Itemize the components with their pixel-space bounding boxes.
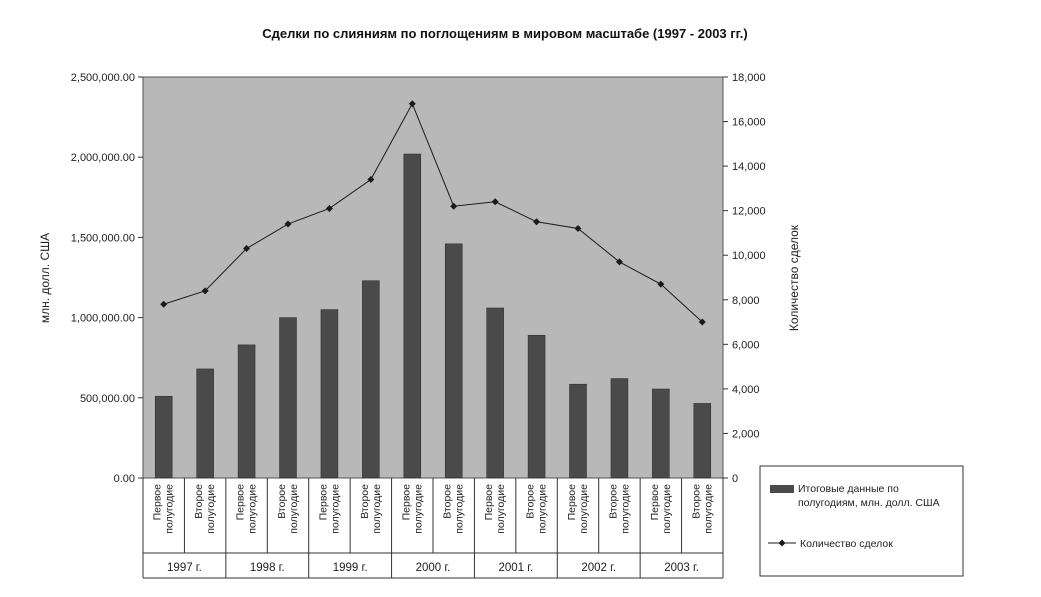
bar xyxy=(445,244,462,478)
year-group-label: 2003 г. xyxy=(664,562,699,574)
y2-tick-label: 18,000 xyxy=(732,72,766,84)
year-group-label: 1999 г. xyxy=(332,562,368,574)
y-tick-label: 500,000.00 xyxy=(79,392,135,405)
bar xyxy=(197,369,214,478)
plot-background xyxy=(143,77,723,478)
y-tick-label: 2,500,000.00 xyxy=(70,72,135,84)
x-tick-label: Второеполугодие xyxy=(524,484,549,534)
bar xyxy=(404,154,421,478)
x-tick-label: Второеполугодие xyxy=(441,484,466,534)
bar xyxy=(652,389,669,478)
y2-tick-label: 6,000 xyxy=(732,339,760,352)
x-tick-label: Первоеполугодие xyxy=(400,484,425,534)
y-tick-label: 2,000,000.00 xyxy=(70,152,135,165)
x-tick-label: Первоеполугодие xyxy=(317,484,342,534)
y2-tick-label: 16,000 xyxy=(732,116,766,129)
x-tick-label: Второеполугодие xyxy=(193,484,218,534)
y2-tick-label: 14,000 xyxy=(732,161,766,174)
plot-area xyxy=(71,72,766,578)
y-axis-label: млн. долл. США xyxy=(38,232,52,324)
bar xyxy=(155,396,172,478)
bar xyxy=(280,318,297,478)
y2-tick-label: 8,000 xyxy=(732,294,760,307)
y-tick-label: 0.00 xyxy=(113,473,135,485)
bar xyxy=(321,310,338,478)
x-tick-label: Второеполугодие xyxy=(690,484,715,534)
legend-label-bar-line1: Итоговые данные по xyxy=(798,483,899,495)
bar xyxy=(570,384,587,478)
bar xyxy=(528,335,545,478)
year-group-label: 2002 г. xyxy=(581,562,617,574)
y-tick-label: 1,000,000.00 xyxy=(70,312,135,325)
x-tick-label: Второеполугодие xyxy=(607,484,632,534)
y2-tick-label: 2,000 xyxy=(732,428,760,441)
year-group-label: 1998 г. xyxy=(249,562,285,574)
y2-tick-label: 10,000 xyxy=(732,250,766,263)
legend xyxy=(760,466,963,576)
x-tick-label: Первоеполугодие xyxy=(151,484,176,534)
bar xyxy=(611,379,628,478)
year-group-label: 1997 г. xyxy=(167,562,202,574)
y2-axis-label: Количество сделок xyxy=(787,224,801,332)
x-tick-label: Второеполугодие xyxy=(358,484,383,534)
y2-tick-label: 12,000 xyxy=(732,205,766,218)
x-tick-label: Первоеполугодие xyxy=(483,484,508,534)
bar xyxy=(362,281,379,478)
x-tick-label: Первоеполугодие xyxy=(566,484,590,534)
bar xyxy=(238,345,255,478)
legend-label-line: Количество сделок xyxy=(800,538,893,550)
x-tick-label: Второеполугодие xyxy=(276,484,300,534)
y-tick-label: 1,500,000.00 xyxy=(70,232,135,245)
x-tick-label: Первоеполугодие xyxy=(234,484,259,534)
bar xyxy=(694,403,711,478)
chart-title: Сделки по слияниям по поглощениям в мировом масштабе (1997 - 2003 гг.) xyxy=(262,26,748,41)
y2-tick-label: 0 xyxy=(732,473,739,485)
x-tick-label: Первоеполугодие xyxy=(648,484,673,534)
legend-swatch-bar xyxy=(770,485,794,493)
y2-tick-label: 4,000 xyxy=(732,383,760,396)
year-group-label: 2001 г. xyxy=(498,562,534,574)
legend-label-bar-line2: полугодиям, млн. долл. США xyxy=(798,497,940,509)
bar xyxy=(487,308,504,478)
year-group-label: 2000 г. xyxy=(415,562,451,574)
